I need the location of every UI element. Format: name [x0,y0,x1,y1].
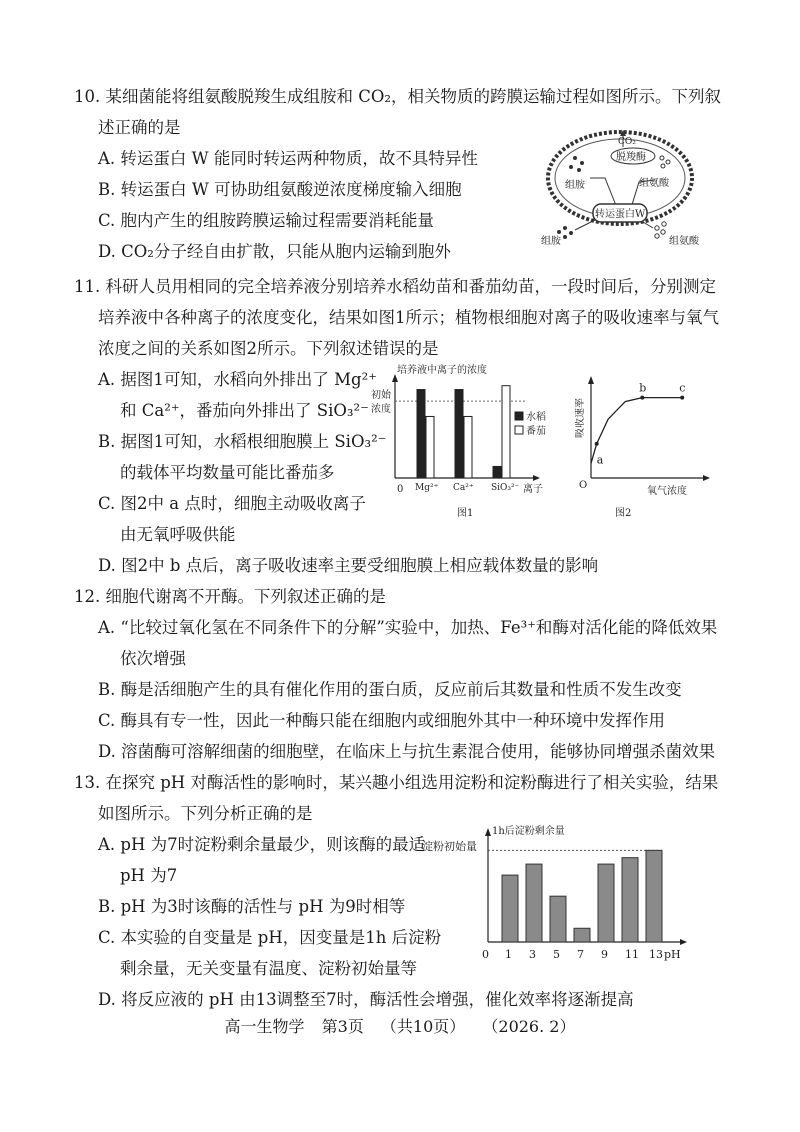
q13-option-b: B. pH 为3时该酶的活性与 pH 为9时相等 [98,897,406,916]
fig3-bar-ph-7 [574,928,590,942]
q10-option-c: C. 胞内产生的组胺跨膜运输过程需要消耗能量 [98,211,435,230]
fig2-x-axis-label: 氧气浓度 [647,486,687,497]
q13-option-d: D. 将反应液的 pH 由13调整至7时，酶活性会增强，催化效率将逐渐提高 [98,990,634,1009]
q13-option-c-line2: 剩余量，无关变量有温度、淀粉初始量等 [120,959,417,978]
fig2-point-label-a: a [596,453,604,467]
q12-stem: 12. 细胞代谢离不开酶。下列叙述正确的是 [74,587,386,606]
page-footer [0,1014,800,1037]
q11-option-a-line1: A. 据图1可知，水稻向外排出了 Mg²⁺ [98,370,377,389]
fig1-caption: 图1 [457,508,474,519]
fig2-origin: O [579,480,588,491]
fig3-initial-label: 淀粉初始量 [422,840,477,853]
enzyme-label: 脱羧酶 [616,152,646,163]
fig1-tick-label-0: Mg²⁺ [415,483,439,493]
fig1-legend-rice: 水稻 [526,412,546,423]
fig1-bar-tomato-1 [464,416,472,478]
fig2-point-label-b: b [639,381,647,395]
q11-option-b-line1: B. 据图1可知，水稻根细胞膜上 SiO₃²⁻ [98,432,387,451]
fig3-tick-label-7: 7 [577,948,584,961]
fig3-origin: 0 [482,948,489,961]
histidine-dots-inside [660,156,670,168]
q11-stem-line2: 培养液中各种离子的浓度变化，结果如图1所示；植物根细胞对离子的吸收速率与氧气 [98,308,719,327]
fig1-origin: 0 [397,484,404,495]
histidine-outside-label: 组氨酸 [669,236,699,247]
histidine-inside-label: 组氨酸 [639,178,669,189]
co2-label: CO₂ [618,137,636,147]
footer-subject: 高一生物学 [224,1017,305,1036]
q13-stem-line1: 13. 在探究 pH 对酶活性的影响时，某兴趣小组选用淀粉和淀粉酶进行了相关实验，结果 [74,773,719,792]
q11-figure1-bar-chart [365,360,565,520]
fig2-point-label-c: c [679,381,686,395]
q12-option-a-line1: A. “比较过氧化氢在不同条件下的分解”实验中，加热、Fe³⁺和酶对活化能的降低效果 [98,618,718,637]
q10-cell-diagram [535,120,715,250]
q10-option-b: B. 转运蛋白 W 可协助组氨酸逆浓度梯度输入细胞 [98,180,462,199]
fig3-y-axis-label: 1h后淀粉剩余量 [492,826,565,837]
fig3-tick-label-13: 13 [649,948,663,961]
fig2-absorption-curve [591,398,682,464]
fig1-initial-label-2: 浓度 [371,404,391,415]
transporter-w-label: 转运蛋白W [595,209,646,220]
fig3-bar-ph-9 [598,864,614,942]
fig3-tick-label-3: 3 [529,948,536,961]
footer-total: （共10页） [380,1017,466,1036]
fig1-legend-tomato-swatch [515,426,523,434]
q13-stem-line2: 如图所示。下列分析正确的是 [98,804,313,823]
q11-stem-line1: 11. 科研人员用相同的完全培养液分别培养水稻幼苗和番茄幼苗，一段时间后，分别测定 [74,277,716,296]
fig2-point-a [595,442,599,446]
footer-page: 第3页 [321,1017,364,1036]
fig3-x-unit: pH [664,948,681,961]
fig1-title: 培养液中离子的浓度 [397,365,487,376]
fig1-bar-rice-1 [455,390,463,478]
fig3-bar-ph-11 [622,858,638,942]
fig3-bar-ph-5 [550,896,566,942]
histamine-outside-label: 组胺 [541,236,561,247]
fig1-x-axis-label: 离子 [523,484,543,495]
fig1-tick-label-1: Ca²⁺ [453,483,474,493]
fig2-point-b [640,396,644,400]
fig3-tick-label-11: 11 [625,948,639,961]
fig1-tick-label-2: SiO₃²⁻ [491,483,520,493]
fig2-caption: 图2 [615,508,632,519]
histamine-inside-label: 组胺 [565,180,585,191]
fig1-legend-rice-swatch [515,412,523,420]
histidine-dots-outside [655,222,666,238]
fig3-tick-label-5: 5 [553,948,560,961]
fig3-bar-ph-13 [646,850,662,942]
q12-option-c: C. 酶具有专一性，因此一种酶只能在细胞内或细胞外其中一种环境中发挥作用 [98,711,666,730]
fig1-bar-tomato-2 [502,386,510,478]
q10-stem-line2: 述正确的是 [98,118,181,137]
fig2-point-c [680,396,684,400]
fig1-bar-rice-0 [417,390,425,478]
q11-option-c-line2: 由无氧呼吸供能 [120,525,236,544]
fig1-bar-tomato-0 [426,416,434,478]
fig2-y-axis-label: 吸收速率 [575,398,586,438]
q10-stem-line1: 10. 某细菌能将组氨酸脱羧生成组胺和 CO₂，相关物质的跨膜运输过程如图所示。下列叙 [74,87,721,106]
fig3-tick-label-1: 1 [505,948,512,961]
fig3-tick-label-9: 9 [601,948,608,961]
q11-figure2-line-chart [575,370,715,520]
q12-option-d: D. 溶菌酶可溶解细菌的细胞壁，在临床上与抗生素混合使用，能够协同增强杀菌效果 [98,742,716,761]
q11-option-a-line2: 和 Ca²⁺，番茄向外排出了 SiO₃²⁻ [120,401,369,420]
fig1-legend-tomato: 番茄 [526,426,546,437]
q11-stem-line3: 浓度之间的关系如图2所示。下列叙述错误的是 [98,339,439,358]
q13-option-a-line2: pH 为7 [120,866,178,885]
q13-ph-bar-chart [420,822,690,968]
q11-option-b-line2: 的载体平均数量可能比番茄多 [120,463,335,482]
q12-option-b: B. 酶是活细胞产生的具有催化作用的蛋白质，反应前后其数量和性质不发生改变 [98,680,682,699]
q13-option-c-line1: C. 本实验的自变量是 pH，因变量是1h 后淀粉 [98,928,442,947]
fig3-bar-ph-3 [526,864,542,942]
footer-date: （2026. 2） [482,1017,576,1036]
q10-option-d: D. CO₂分子经自由扩散，只能从胞内运输到胞外 [98,242,451,261]
q10-option-a: A. 转运蛋白 W 能同时转运两种物质，故不具特异性 [98,149,478,168]
fig3-bar-ph-1 [502,875,518,942]
q12-option-a-line2: 依次增强 [120,649,186,668]
q13-option-a-line1: A. pH 为7时淀粉剩余量最少，则该酶的最适 [98,835,426,854]
q11-option-d: D. 图2中 b 点后，离子吸收速率主要受细胞膜上相应载体数量的影响 [98,556,599,575]
fig1-initial-label-1: 初始 [371,390,391,401]
q11-option-c-line1: C. 图2中 a 点时，细胞主动吸收离子 [98,494,366,513]
histamine-dots-inside [569,156,584,172]
fig1-bar-rice-2 [493,466,501,478]
